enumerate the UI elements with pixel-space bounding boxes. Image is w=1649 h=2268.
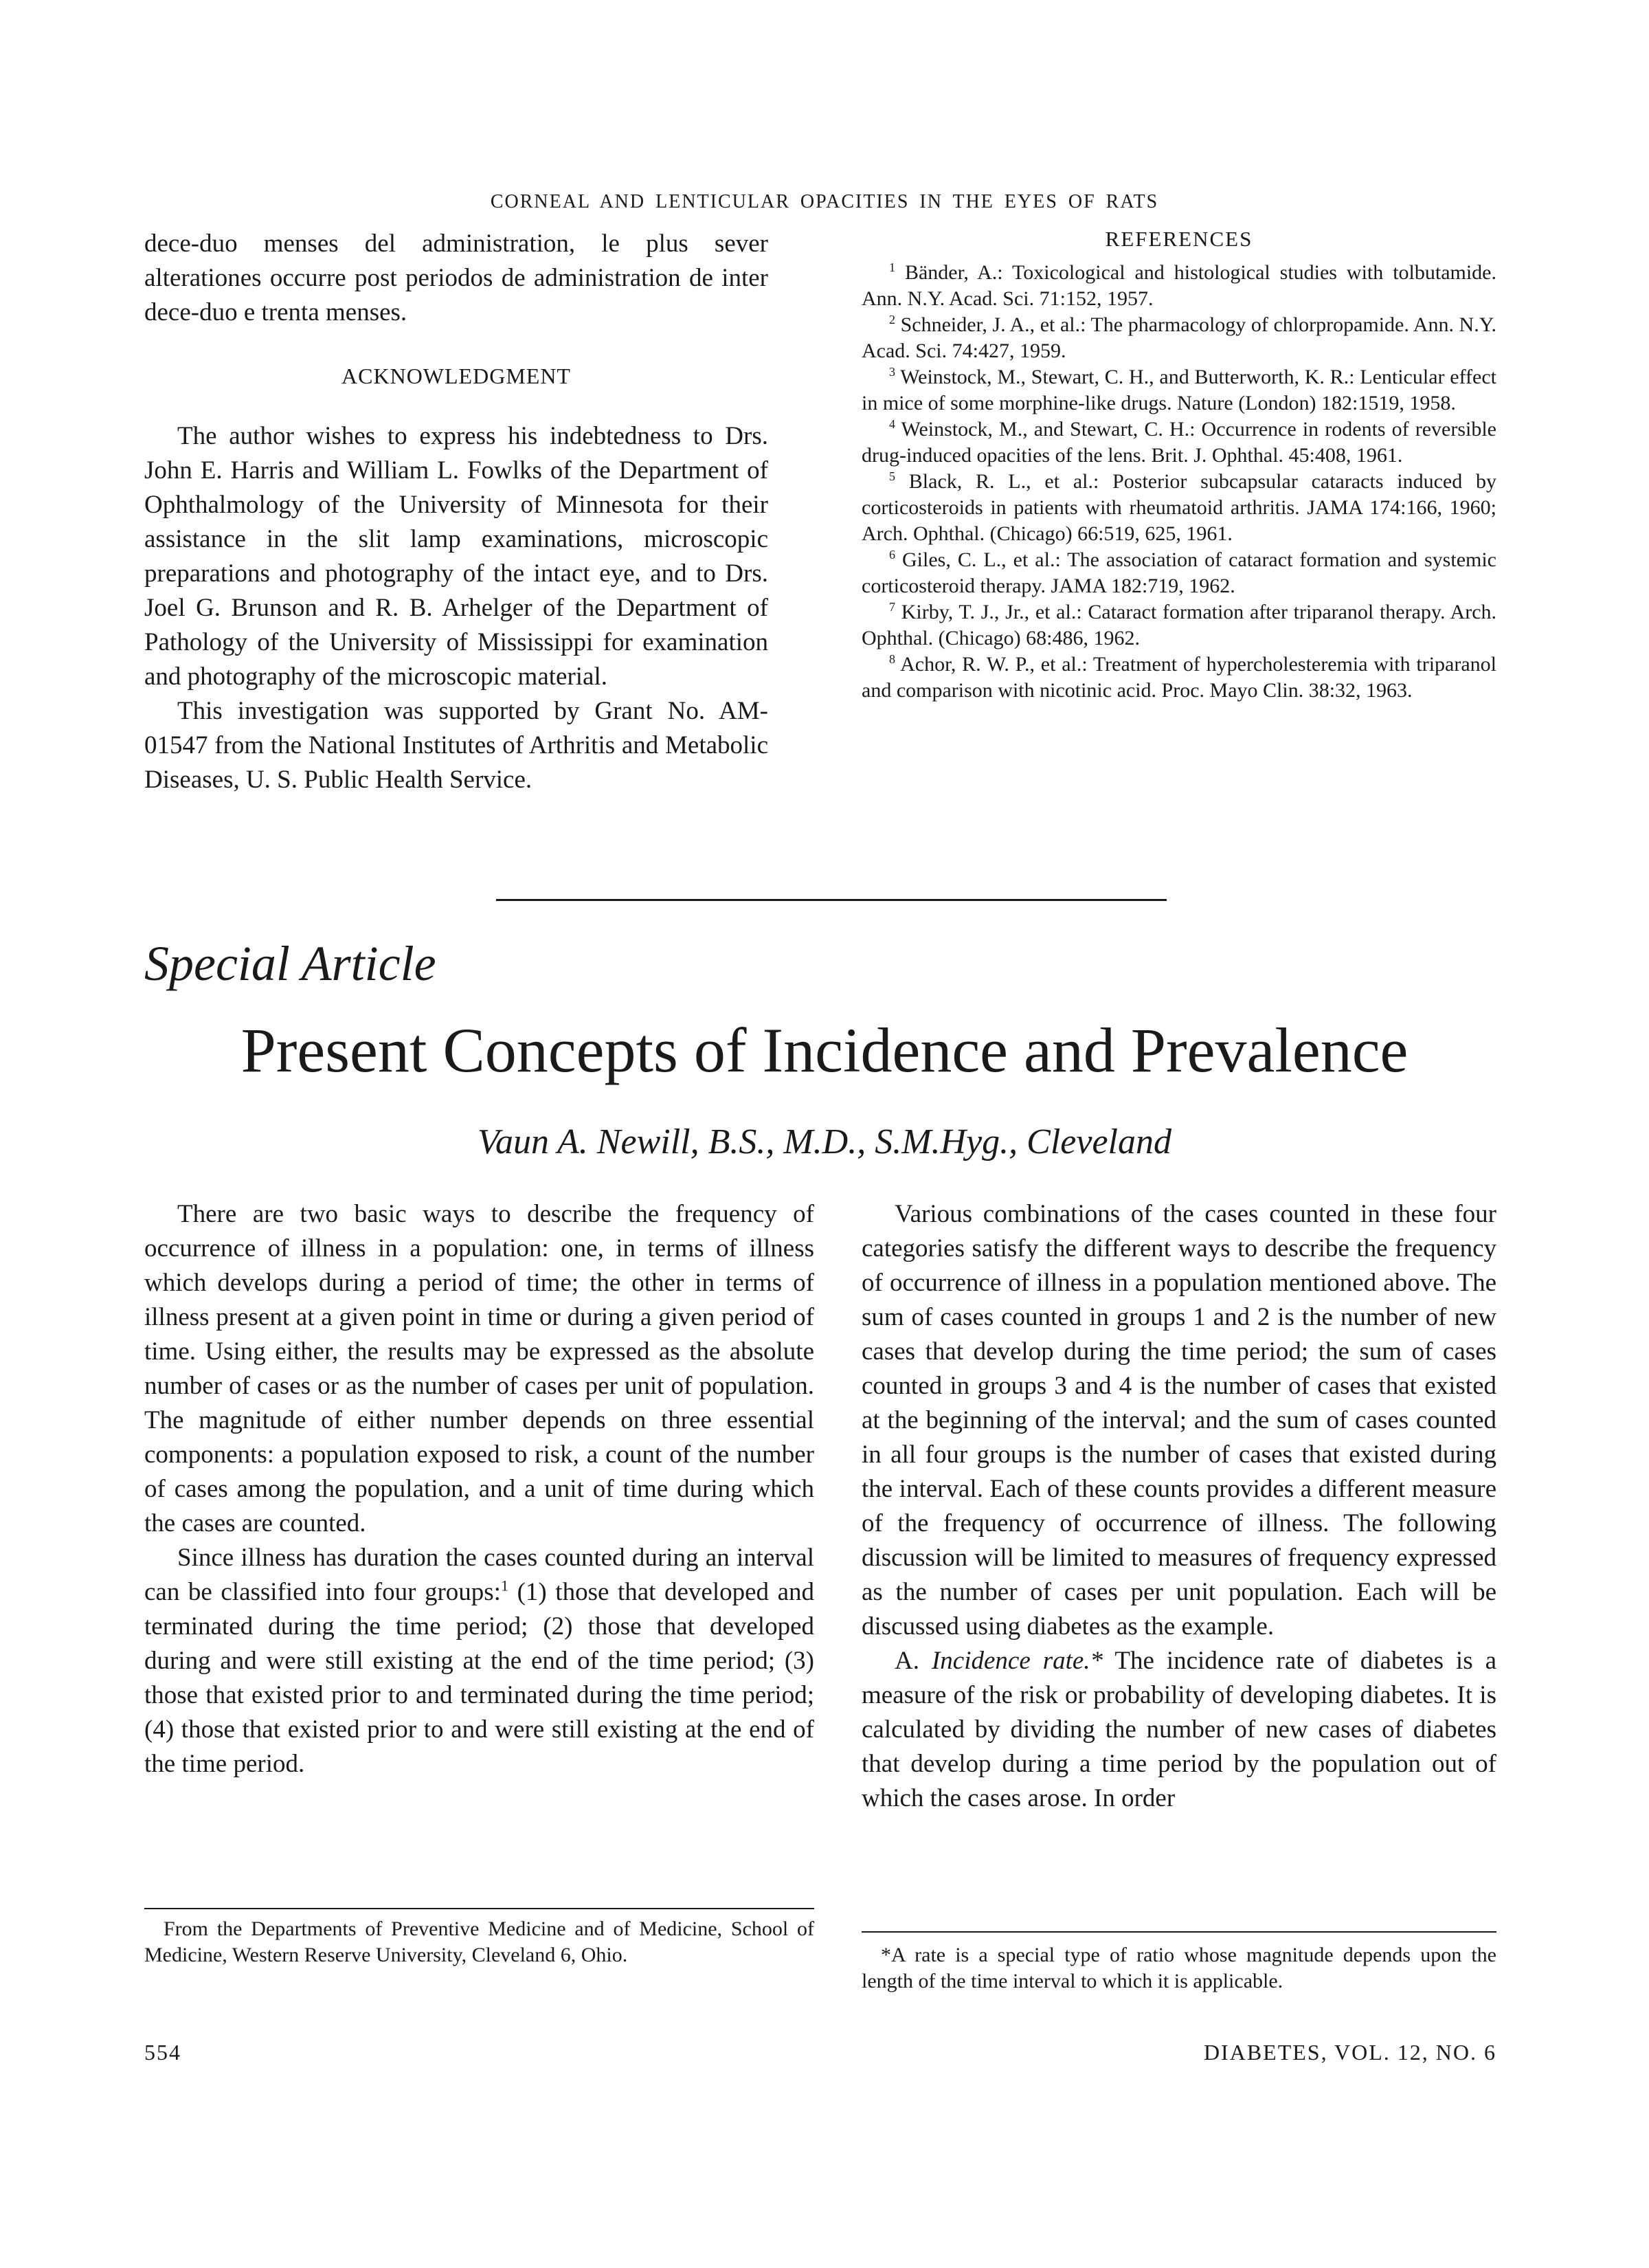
section-divider bbox=[496, 899, 1167, 901]
reference-item: $^8$ Achor, R. W. P., et al.: Treatment of hypercholesteremia with triparanol and comparison with nicotinic acid. Proc. Mayo Clin. 38:32, 1963. bbox=[862, 652, 1496, 702]
grant-paragraph: This investigation was supported by Grant No. AM-01547 from the National Institutes of Arthritis and Metabolic Diseases, U. S. Public Health Service. bbox=[144, 697, 768, 794]
reference-item: $^6$ Giles, C. L., et al.: The association of cataract formation and systemic corticosteroid therapy. JAMA 182:719, 1962. bbox=[862, 548, 1496, 597]
footnote-rule-right bbox=[862, 1931, 1496, 1933]
article-paragraph: Various combinations of the cases counted in these four categories satisfy the different ways to describe the frequency of occurrence of illness in a population mentioned above. The sum of cases counted in groups 1 and 2 is the number of new cases that develop during the time period; the sum of cases counted in groups 3 and 4 is the number of cases that existed at the beginning of the interval; and the sum of cases counted in all four groups is the number of cases that existed during the interval. Each of these counts provides a different measure of the frequency of occurrence of illness. The following discussion will be limited to measures of frequency expressed as the number of cases per unit population. Each will be discussed using diabetes as the example. bbox=[862, 1200, 1496, 1641]
reference-item: $^7$ Kirby, T. J., Jr., et al.: Cataract formation after triparanol therapy. Arch. Ophthal. (Chicago) 68:486, 1962. bbox=[862, 600, 1497, 649]
footnote-rule-left bbox=[144, 1908, 814, 1909]
reference-item: $^3$ Weinstock, M., Stewart, C. H., and Butterworth, K. R.: Lenticular effect in mice of some morphine-like drugs. Nature (London) 182:1519, 1958. bbox=[862, 365, 1496, 414]
journal-citation: DIABETES, VOL. 12, NO. 6 bbox=[1203, 2040, 1496, 2065]
acknowledgment-paragraph: The author wishes to express his indebtedness to Drs. John E. Harris and William L. Fowlks of the Department of Ophthalmology of the University of Minnesota for their assistance in the slit lamp examinations, microscopic preparations and photography of the intact eye, and to Drs. Joel G. Brunson and R. B. Arhelger of the Department of Pathology of the University of Mississippi for examination and photography of the microscopic material. bbox=[144, 422, 768, 691]
affiliation-footnote: From the Departments of Preventive Medicine and of Medicine, School of Medicine, Western Reserve University, Cleveland 6, Ohio. bbox=[144, 1917, 814, 1966]
acknowledgment-heading: ACKNOWLEDGMENT bbox=[341, 364, 571, 388]
article-kicker: Special Article bbox=[144, 936, 436, 991]
references-list bbox=[862, 260, 1496, 704]
article-left-column bbox=[144, 1197, 814, 1781]
references-heading: REFERENCES bbox=[1105, 227, 1253, 251]
article-title: Present Concepts of Incidence and Prevalence bbox=[240, 1015, 1409, 1085]
reference-item: $^5$ Black, R. L., et al.: Posterior subcapsular cataracts induced by corticosteroids in patients with rheumatoid arthritis. JAMA 174:166, 1960; Arch. Ophthal. (Chicago) 66:519, 625, 1961. bbox=[862, 469, 1496, 545]
summary-end-paragraph: dece-duo menses del administration, le plus sever alterationes occurre post periodos de administration de inter dece-duo e trenta menses. bbox=[144, 230, 768, 326]
page-number: 554 bbox=[144, 2040, 181, 2065]
article-right-column bbox=[862, 1197, 1496, 1816]
article-paragraph: There are two basic ways to describe the frequency of occurrence of illness in a population: one, in terms of illness which develops during a period of time; the other in terms of illness present at a given point in time or during a given period of time. Using either, the results may be expressed as the absolute number of cases or as the number of cases per unit of population. The magnitude of either number depends on three essential components: a population exposed to risk, a count of the number of cases among the population, and a unit of time during which the cases are counted. bbox=[144, 1200, 814, 1537]
running-head: CORNEAL AND LENTICULAR OPACITIES IN THE EYES OF RATS bbox=[490, 191, 1159, 212]
reference-item: $^1$ Bänder, A.: Toxicological and histological studies with tolbutamide. Ann. N.Y. Acad. Sci. 71:152, 1957. bbox=[862, 260, 1496, 310]
article-paragraph: Since illness has duration the cases counted during an interval can be classified into four groups:$^1$ (1) those that developed and terminated during the time period; (2) those that developed during and were still existing at the end of the time period; (3) those that existed prior to and terminated during the time period; (4) those that existed prior to and were still existing at the end of the time period. bbox=[144, 1544, 814, 1778]
references-section bbox=[862, 227, 1496, 704]
top-left-column bbox=[144, 227, 768, 797]
rate-footnote: *A rate is a special type of ratio whose magnitude depends upon the length of the time interval to which it is applicable. bbox=[862, 1944, 1496, 1992]
reference-item: $^4$ Weinstock, M., and Stewart, C. H.: Occurrence in rodents of reversible drug-induced opacities of the lens. Brit. J. Ophthal. 45:408, 1961. bbox=[862, 417, 1496, 467]
article-byline: Vaun A. Newill, B.S., M.D., S.M.Hyg., Cleveland bbox=[477, 1122, 1171, 1161]
reference-item: $^2$ Schneider, J. A., et al.: The pharmacology of chlorpropamide. Ann. N.Y. Acad. Sci. 74:427, 1959. bbox=[862, 313, 1496, 362]
incidence-rate-paragraph: A. Incidence rate.* The incidence rate of diabetes is a measure of the risk or probability of developing diabetes. It is calculated by dividing the number of new cases of diabetes that develop during a time period by the population out of which the cases arose. In order bbox=[862, 1647, 1496, 1812]
